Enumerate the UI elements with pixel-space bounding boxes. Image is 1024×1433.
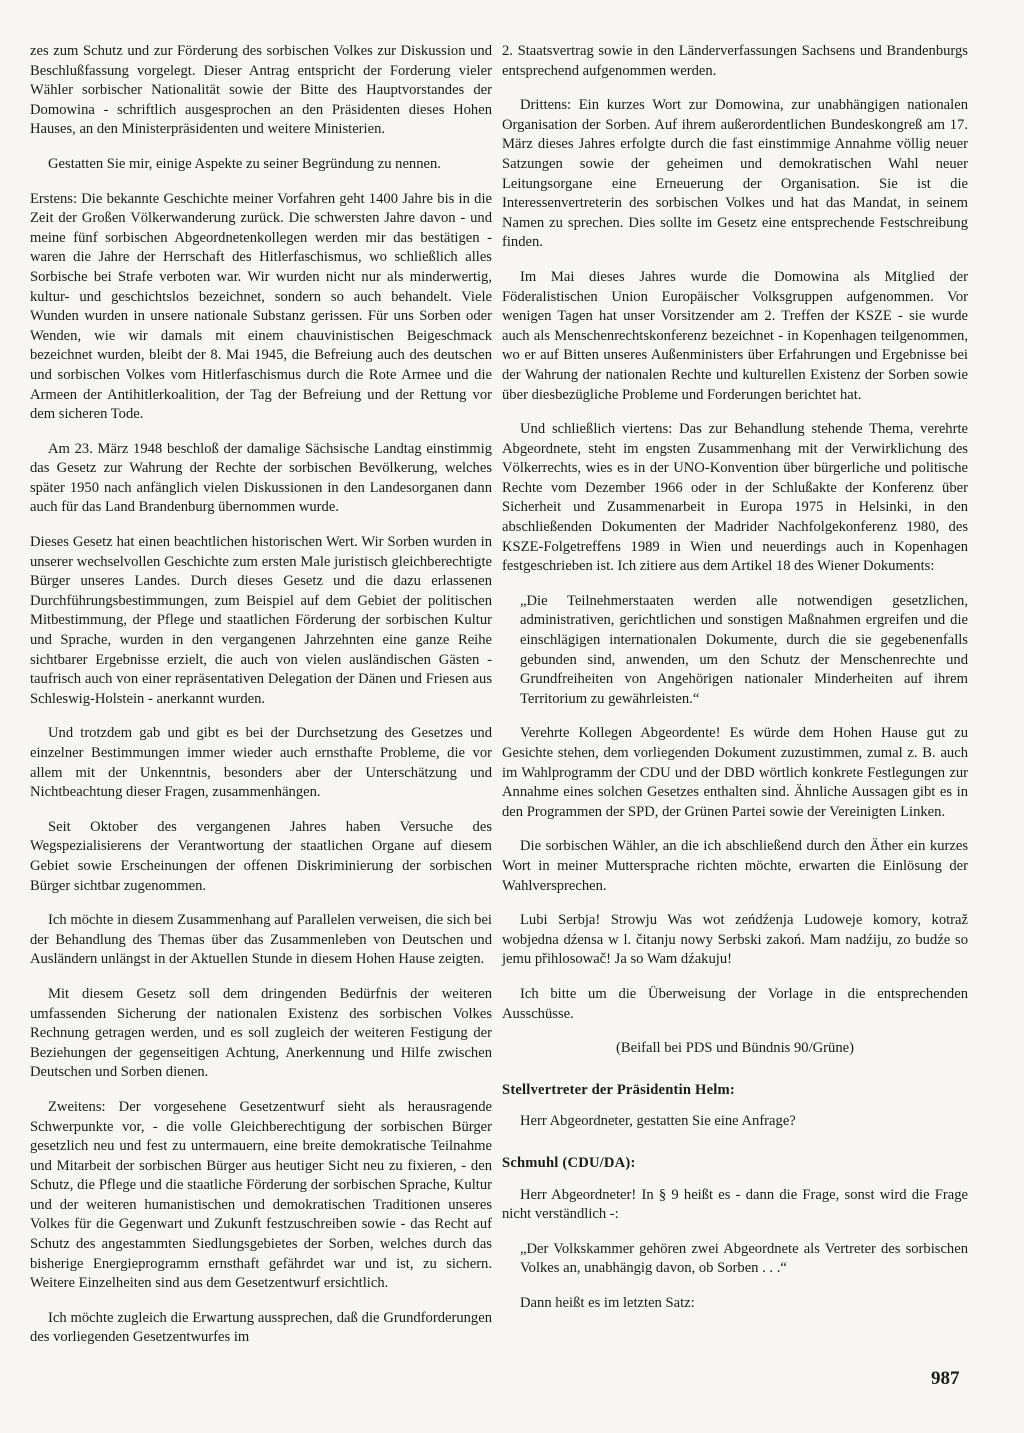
quote-block: „Der Volkskammer gehören zwei Abgeordnete als Vertreter des sorbischen Volkes an, unabhängig davon, ob Sorben . . .“ [520,1240,968,1277]
paragraph: Dann heißt es im letzten Satz: [520,1294,695,1311]
sorbian-paragraph: Lubi Serbja! Strowju Was wot zeńdźenja Ludoweje komory, kotraž wobjedna dźensa w l. čitanju nowy Serbski zakoń. Mam nadźiju, zo budźe so jemu přihlosowač! Ja so Wam dźakuju! [502,912,968,968]
paragraph: Verehrte Kollegen Abgeordente! Es würde dem Hohen Hause gut zu Gesichte stehen, dem vorliegenden Dokument zuzustimmen, zumal z. B. auch im Wahlprogramm der CDU und der DBD wörtlich konkrete Festlegungen zur Annahme eines solchen Gesetzes enthalten sind. Ähnliche Aussagen gibt es in den Programmen der SPD, der Grünen Partei sowie der Vereinigten Linken. [502,725,968,820]
paragraph: Seit Oktober des vergangenen Jahres haben Versuche des Wegspezialisierens der Verantwortung der staatlichen Organe auf diesem Gebiet sowie Erscheinungen der offenen Diskriminierung der sorbischen Bürger sichtbar zugenommen. [30,818,492,894]
paragraph: Dieses Gesetz hat einen beachtlichen historischen Wert. Wir Sorben wurden in unserer wechselvollen Geschichte zum ersten Male juristisch gleichberechtigte Bürger unseres Landes. Durch dieses Gesetz und die dazu erlassenen Durchführungsbestimmungen, zum Beispiel auf dem Gebiet der politischen Mitbestimmung, der Pflege und staatlichen Förderung der sorbischen Kultur und Sprache, wurden in den vergangenen Jahrzehnten eine ganze Reihe sichtbarer Ergebnisse erzielt, die auch von vielen ausländischen Gästen - taufrisch auch von einer repräsentativen Delegation der Dänen und Friesen aus Schleswig-Holstein - anerkannt wurden. [30,534,492,707]
paragraph: Herr Abgeordneter! In § 9 heißt es - dann die Frage, sonst wird die Frage nicht verständlich -: [502,1186,968,1223]
paragraph: Herr Abgeordneter, gestatten Sie eine Anfrage? [520,1113,796,1130]
quote-block: „Die Teilnehmerstaaten werden alle notwendigen gesetzlichen, administrativen, gerichtlichen und sonstigen Maßnahmen ergreifen und die einschlägigen internationalen Dokumente, durch die sie gegebenenfalls gebunden sind, anwenden, um den Schutz der Menschenrechte und Grundfreiheiten von Angehörigen nationaler Minderheiten auf ihrem Territorium zu gewährleisten.“ [520,592,968,707]
paragraph: Zweitens: Der vorgesehene Gesetzentwurf sieht als herausragende Schwerpunkte vor, - die volle Gleichberechtigung der sorbischen Bürger gesetzlich neu und fest zu untermauern, eine breite demokratische Teilnahme und Mitarbeit der sorbischen Bürger aus heutiger Sicht neu zu fixieren, - den Schutz, die Pflege und die staatliche Förderung der sorbischen Sprache, Kultur und der weiteren humanistischen und demokratischen Traditionen unseres Volkes für die Gegenwart und Zukunft festzuschreiben sowie - das Recht auf Schutz des angestammten Siedlungsgebietes der Sorben, welches durch das bisherige Energieprogramm ernsthaft gefährdet war und ist, zu sichern. Weitere Einzelheiten sind aus dem Gesetzentwurf ersichtlich. [30,1098,492,1292]
paragraph: Und schließlich viertens: Das zur Behandlung stehende Thema, verehrte Abgeordnete, steht im engsten Zusammenhang mit der Verwirklichung des Völkerrechts, wies es in der UNO-Konvention über bürgerliche und politische Rechte vom Dezember 1966 oder in der Schlußakte der Konferenz über Sicherheit und Zusammenarbeit in Europa 1975 in Helsinki, in den abschließenden Dokumenten der Madrider Nachfolgekonferenz 1980, des KSZE-Folgetreffens 1989 in Wien und neuerdings auch in Kopenhagen festgeschrieben ist. Ich zitiere aus dem Artikel 18 des Wiener Dokuments: [502,421,968,575]
applause-note: (Beifall bei PDS und Bündnis 90/Grüne) [616,1040,854,1057]
speaker-heading: Stellvertreter der Präsidentin Helm: [502,1081,735,1098]
paragraph: Mit diesem Gesetz soll dem dringenden Bedürfnis der weiteren umfassenden Sicherung der nationalen Existenz des sorbischen Volkes Rechnung getragen werden, und es soll zugleich der weiteren Festigung der Beziehungen der gegenseitigen Achtung, Anerkennung und Hilfe zwischen Deutschen und Sorben dienen. [30,985,492,1081]
speaker-heading: Schmuhl (CDU/DA): [502,1154,636,1171]
paragraph: zes zum Schutz und zur Förderung des sorbischen Volkes zur Diskussion und Beschlußfassung vorgelegt. Dieser Antrag entspricht der Forderung vieler Wähler sorbischer Nationalität sowie der Bitte des Hauptvorstandes der Domowina - schriftlich ausgesprochen an den Präsidenten dieses Hohen Hauses, an den Ministerpräsidenten und weitere Ministerien. [30,43,492,138]
paragraph: Erstens: Die bekannte Geschichte meiner Vorfahren geht 1400 Jahre bis in die Zeit der Großen Völkerwanderung zurück. Die schwersten Jahre davon - und meine fünf sorbischen Abgeordnetenkollegen werden mir das bestätigen - waren die Jahre der Herrschaft des Hitlerfaschismus, wo schließlich alles Sorbische bei Strafe verboten war. Wir wurden nicht nur als minderwertig, kultur- und geschichtslos bezeichnet, sondern so auch behandelt. Viele Wunden wurden in unsere nationale Substanz gerissen. Für uns Sorben oder Wenden, wie wir damals mit einem chauvinistischen Beigeschmack bezeichnet wurden, bleibt der 8. Mai 1945, die Befreiung auch des deutschen und sorbischen Volkes vom Hitlerfaschismus durch die Rote Armee und die Armeen der Antihitlerkoalition, der Tag der Befreiung und der Rettung vor dem sicheren Tode. [30,190,492,423]
paragraph: Ich möchte in diesem Zusammenhang auf Parallelen verweisen, die sich bei der Behandlung des Themas über das Zusammenleben von Deutschen und Ausländern unlängst in der Aktuellen Stunde in diesem Hohen Hause zeigten. [30,912,492,968]
paragraph: Ich bitte um die Überweisung der Vorlage in die entsprechenden Ausschüsse. [502,985,968,1022]
paragraph: Drittens: Ein kurzes Wort zur Domowina, zur unabhängigen nationalen Organisation der Sorben. Auf ihrem außerordentlichen Bundeskongreß am 17. März dieses Jahres erfolgte durch die fast einstimmige Annahme völlig neuer Satzungen sowie der geheimen und demokratischen Wahl neuer Leitungsorgane eine Erneuerung der Organisation. Sie ist die Interessenvertreterin des sorbischen Volkes und hat das Mandat, in seinem Namen zu sprechen. Dies sollte im Gesetz eine entsprechende Festschreibung finden. [502,97,968,251]
paragraph: Im Mai dieses Jahres wurde die Domowina als Mitglied der Föderalistischen Union Europäischer Volksgruppen aufgenommen. Vor wenigen Tagen hat unser Vorsitzender am 2. Treffen der KSZE - sie wurde auch als Menschenrechtskonferenz bezeichnet - in Kopenhagen teilgenommen, wo er auf Bitten unseres Außenministers über Erfahrungen und Ergebnisse bei der Wahrung der nationalen Rechte und kulturellen Existenz der Sorben sowie über diesbezügliche Probleme und Forderungen berichtet hat. [502,268,968,403]
paragraph: 2. Staatsvertrag sowie in den Länderverfassungen Sachsens und Brandenburgs entsprechend aufgenommen werden. [502,43,968,79]
page-number: 987 [931,1368,960,1389]
right-column [502,42,968,1328]
paragraph: Und trotzdem gab und gibt es bei der Durchsetzung des Gesetzes und einzelner Bestimmungen immer wieder auch ernsthafte Probleme, die vor allem mit der Unkenntnis, besonders aber der Unterschätzung und Nichtbeachtung dieser Fragen, zusammenhängen. [30,725,492,801]
paragraph: Ich möchte zugleich die Erwartung aussprechen, daß die Grundforderungen des vorliegenden Gesetzentwurfes im [30,1309,492,1346]
paragraph: Gestatten Sie mir, einige Aspekte zu seiner Begründung zu nennen. [48,155,441,172]
left-column [30,42,492,1363]
paragraph: Die sorbischen Wähler, an die ich abschließend durch den Äther ein kurzes Wort in meiner Muttersprache richten möchte, erwarten die Einlösung der Wahlversprechen. [502,838,968,894]
paragraph: Am 23. März 1948 beschloß der damalige Sächsische Landtag einstimmig das Gesetz zur Wahrung der Rechte der sorbischen Bevölkerung, welches später 1950 nach anfänglich vielen Diskussionen in den Landesorganen dann auch für das Land Brandenburg übernommen wurde. [30,440,492,516]
